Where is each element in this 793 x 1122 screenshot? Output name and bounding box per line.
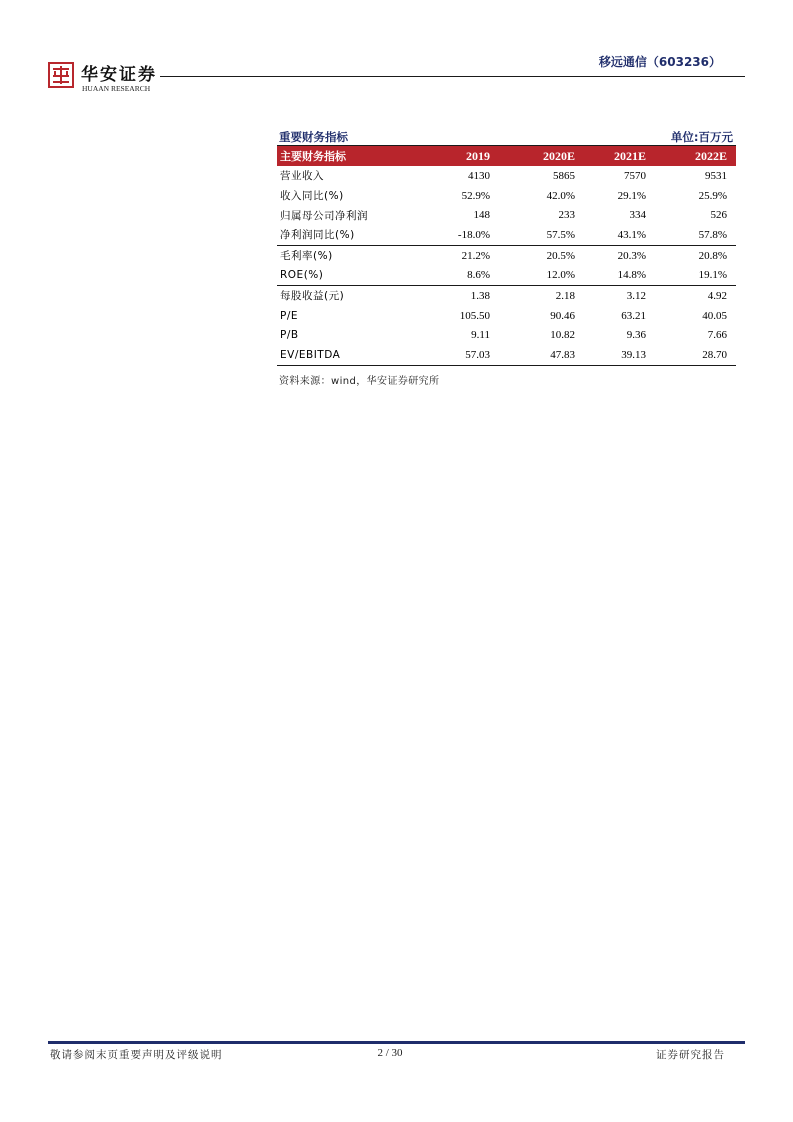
table-cell: 90.46 bbox=[550, 309, 575, 322]
logo-text-en: HUAAN RESEARCH bbox=[82, 84, 151, 93]
table-cell: 4.92 bbox=[707, 289, 727, 302]
row-label: 每股收益(元) bbox=[280, 290, 345, 303]
column-header: 2020E bbox=[491, 146, 576, 166]
table-cell: 29.1% bbox=[617, 189, 646, 202]
table-cell: 8.6% bbox=[430, 265, 491, 285]
table-cell: 7570 bbox=[624, 169, 646, 182]
table-cell: 63.21 bbox=[621, 309, 646, 322]
row-label: 毛利率(%) bbox=[280, 250, 333, 263]
table-cell: 9.36 bbox=[626, 329, 646, 342]
table-cell: 40.05 bbox=[702, 309, 727, 322]
row-label: 营业收入 bbox=[280, 170, 324, 183]
row-label: P/E bbox=[280, 309, 299, 322]
row-label: P/B bbox=[280, 329, 299, 342]
table-cell: 47.83 bbox=[491, 345, 576, 365]
table-cell: 19.1% bbox=[647, 265, 736, 285]
table-cell: 2.18 bbox=[555, 289, 575, 302]
table-cell: 21.2% bbox=[461, 249, 490, 262]
table-unit: 单位:百万元 bbox=[670, 130, 733, 144]
financial-indicators-table bbox=[277, 146, 736, 366]
table-cell: 105.50 bbox=[459, 309, 490, 322]
column-header: 2022E bbox=[647, 146, 736, 166]
table-row bbox=[277, 245, 736, 265]
logo-text-cn: 华安证券 bbox=[81, 65, 157, 85]
table-caption: 重要财务指标 bbox=[279, 130, 348, 144]
huaan-logo-icon bbox=[48, 62, 74, 88]
table-cell: 1.38 bbox=[470, 289, 490, 302]
table-cell: 42.0% bbox=[546, 189, 575, 202]
table-source-note: 资料来源：wind，华安证券研究所 bbox=[279, 376, 440, 387]
table-cell: 57.5% bbox=[491, 225, 576, 245]
table-cell: 148 bbox=[473, 209, 490, 222]
table-cell: 334 bbox=[629, 209, 646, 222]
row-label: EV/EBITDA bbox=[277, 345, 430, 365]
table-row bbox=[277, 345, 736, 365]
row-label: 归属母公司净利润 bbox=[280, 209, 368, 222]
table-cell: 3.12 bbox=[626, 289, 646, 302]
table-cell: 12.0% bbox=[491, 265, 576, 285]
report-title: 移远通信（603236） bbox=[598, 55, 721, 69]
table-row bbox=[277, 286, 736, 306]
table-cell: 57.8% bbox=[647, 225, 736, 245]
column-header: 主要财务指标 bbox=[277, 146, 430, 166]
table-cell: 43.1% bbox=[576, 225, 647, 245]
table-cell: 20.8% bbox=[698, 249, 727, 262]
table-cell: 233 bbox=[558, 209, 575, 222]
column-header: 2019 bbox=[430, 146, 491, 166]
table-cell: 5865 bbox=[553, 169, 575, 182]
table-row bbox=[277, 225, 736, 245]
page-number: 2 / 30 bbox=[377, 1047, 403, 1059]
table-row bbox=[277, 166, 736, 186]
table-cell: 9.11 bbox=[471, 329, 490, 342]
table-cell: 14.8% bbox=[576, 265, 647, 285]
table-cell: 9531 bbox=[705, 169, 727, 182]
row-label: 收入同比(%) bbox=[280, 190, 344, 203]
table-row bbox=[277, 306, 736, 326]
table-cell: 25.9% bbox=[698, 189, 727, 202]
table-cell: -18.0% bbox=[430, 225, 491, 245]
footer-disclaimer: 敬请参阅末页重要声明及评级说明 bbox=[50, 1049, 223, 1061]
table-cell: 57.03 bbox=[430, 345, 491, 365]
table-cell: 10.82 bbox=[550, 329, 575, 342]
table-cell: 7.66 bbox=[707, 329, 727, 342]
table-row bbox=[277, 326, 736, 346]
footer-divider bbox=[48, 1041, 745, 1044]
table-cell: 20.5% bbox=[546, 249, 575, 262]
table-row bbox=[277, 186, 736, 206]
table-row bbox=[277, 205, 736, 225]
table-header-row bbox=[277, 146, 736, 166]
table-cell: 28.70 bbox=[647, 345, 736, 365]
table-cell: 4130 bbox=[468, 169, 490, 182]
row-label: 净利润同比(%) bbox=[277, 225, 430, 245]
footer-doc-type: 证券研究报告 bbox=[656, 1049, 725, 1061]
header-divider bbox=[160, 76, 745, 77]
column-header: 2021E bbox=[576, 146, 647, 166]
table-cell: 52.9% bbox=[461, 189, 490, 202]
table-row bbox=[277, 265, 736, 285]
row-label: ROE(%) bbox=[277, 265, 430, 285]
table-cell: 20.3% bbox=[617, 249, 646, 262]
table-cell: 526 bbox=[710, 209, 727, 222]
table-cell: 39.13 bbox=[576, 345, 647, 365]
